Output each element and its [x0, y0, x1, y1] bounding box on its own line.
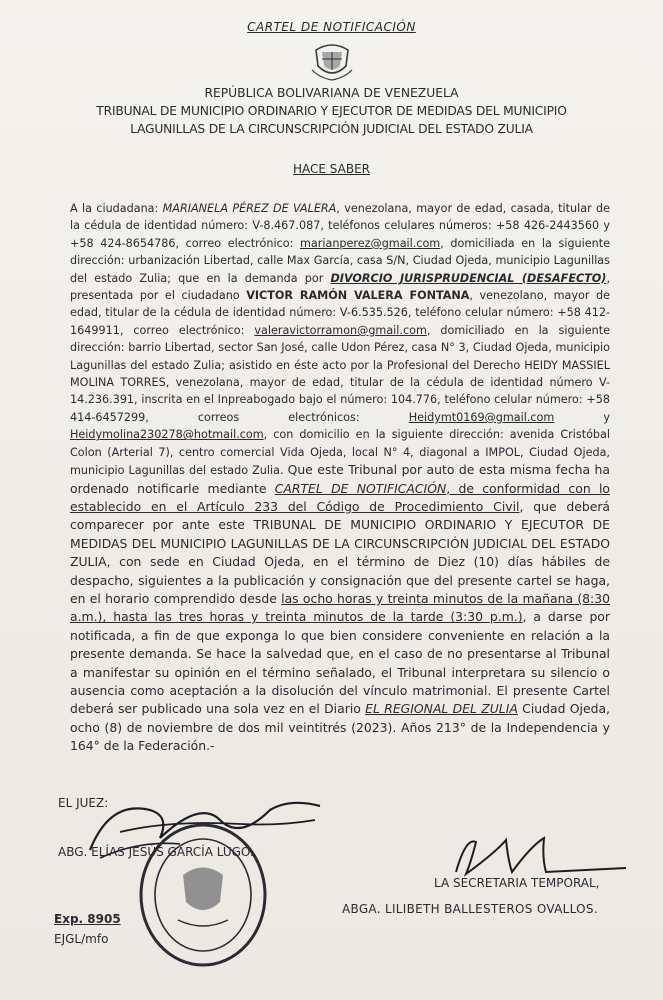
- expedient-number: Exp. 8905: [54, 912, 121, 926]
- body-text-6: , domiciliado en la siguiente dirección: barrio Libertad, sector San José, calle Udon Pérez, casa N° 3, Ciudad Ojeda, municipio Lagunillas del estado Zulia; asistido en éste acto por la Profesional del Derecho HEIDY MASSIEL MOLINA TORRES, venezolana, mayor de edad, titular de la cédula de identidad número V-14.236.391, inscrita en el Inpreabogado bajo el número: 104.776, teléfono celular número: +58 414-6457299, correos electrónicos:: [70, 323, 610, 424]
- judge-name: ABG. ELÍAS JESÚS GARCÍA LUGO.: [58, 845, 254, 859]
- body-text-8: , con domicilio en la siguiente dirección: avenida Cristóbal Colon (Arterial 7), centro comercial Vida Ojeda, local N° 4, diagonal a IMPOL, Ciudad Ojeda, municipio Lagunillas del estado Zulia.: [70, 428, 610, 478]
- defendant-name: MARIANELA PÉREZ DE VALERA: [162, 202, 337, 215]
- document-title: CARTEL DE NOTIFICACIÓN: [247, 20, 416, 34]
- notice-paragraph: [70, 200, 610, 756]
- body-text-1: A la ciudadana:: [70, 202, 163, 215]
- email-lawyer-2: Heidymolina230278@hotmail.com: [70, 428, 264, 442]
- secretary-name: ABGA. LILIBETH BALLESTEROS OVALLOS.: [342, 902, 598, 916]
- body-text-3: , domiciliada en la siguiente dirección: urbanización Libertad, calle Max García, casa S/N, Ciudad Ojeda, municipio Lagunillas del estado Zulia; que en la demanda por: [70, 236, 610, 285]
- hace-saber-heading: HACE SABER: [293, 162, 370, 176]
- header-line-republic: REPÚBLICA BOLIVARIANA DE VENEZUELA: [204, 86, 459, 100]
- plaintiff-name: VICTOR RAMÓN VALERA FONTANA: [246, 289, 470, 303]
- email-plaintiff: valeravictorramon@gmail.com: [254, 323, 427, 337]
- office-hours: las ocho horas y treinta minutos de la mañana (8:30 a.m.), hasta las tres horas y treinta minutos de la tarde (3:30 p.m.): [70, 590, 610, 625]
- email-lawyer-1: Heidymt0169@gmail.com: [408, 410, 555, 424]
- body-text-7: y: [554, 410, 610, 424]
- secretary-title: LA SECRETARIA TEMPORAL,: [434, 876, 600, 890]
- court-seal-stamp-icon: [128, 820, 278, 970]
- header-line-tribunal: TRIBUNAL DE MUNICIPIO ORDINARIO Y EJECUTOR DE MEDIDAS DEL MUNICIPIO: [96, 104, 567, 118]
- judge-label: EL JUEZ:: [58, 796, 109, 810]
- body-text-4: , presentada por el ciudadano: [70, 271, 610, 303]
- email-defendant: marianperez@gmail.com: [300, 236, 441, 250]
- article-reference: , de conformidad con lo establecido en el Artículo 233 del Código de Procedimiento Civil: [70, 480, 610, 514]
- body-text-12: , a darse por notificada, a fin de que exponga lo que bien considere conveniente en relación a la presente demanda. Se hace la salvedad que, en el caso de no presentarse al Tribunal a manifestar su opinión en el término señalado, el Tribunal interpretara su silencio o ausencia como aceptación a la disolución del vínculo matrimonial. El presente Cartel deberá ser publicado una sola vez en el Diario: [70, 609, 610, 717]
- body-text-5: , venezolano, mayor de edad, titular de la cédula de identidad número: V-6.535.526, teléfono celular número: +58 412-1649911, correo electrónico:: [70, 289, 610, 337]
- body-text-2: , venezolana, mayor de edad, casada, titular de la cédula de identidad número: V-8.467.087, teléfonos celulares números: +58 426-2443560 y +58 424-8654786, correo electrónico:: [70, 202, 610, 250]
- newspaper-name: EL REGIONAL DEL ZULIA: [365, 701, 518, 717]
- secretary-signature-icon: [436, 832, 636, 882]
- body-text-9: Que este Tribunal por auto de esta misma fecha ha ordenado notificarle mediante: [70, 462, 610, 496]
- typist-initials: EJGL/mfo: [54, 932, 109, 946]
- notice-body: [70, 200, 610, 756]
- coat-of-arms-icon: [308, 40, 356, 82]
- body-text-11: , que deberá comparecer por ante este TRIBUNAL DE MUNICIPIO ORDINARIO Y EJECUTOR DE MEDIDAS DEL MUNICIPIO LAGUNILLAS DE LA CIRCUNSCRIPCIÓN JUDICIAL DEL ESTADO ZULIA, con sede en Ciudad Ojeda, en el término de Diez (10) días hábiles de despacho, siguientes a la publicación y consignación que del presente cartel se haga, en el horario comprendido desde: [70, 498, 611, 606]
- case-type: DIVORCIO JURISPRUDENCIAL (DESAFECTO): [330, 271, 607, 285]
- body-text-13: Ciudad Ojeda, ocho (8) de noviembre de dos mil veintitrés (2023). Años 213° de la Independencia y 164° de la Federación.-: [70, 701, 610, 754]
- header-line-jurisdiction: LAGUNILLAS DE LA CIRCUNSCRIPCIÓN JUDICIAL DEL ESTADO ZULIA: [130, 122, 533, 136]
- court-header: [40, 84, 623, 138]
- cartel-reference: CARTEL DE NOTIFICACIÓN: [274, 480, 447, 496]
